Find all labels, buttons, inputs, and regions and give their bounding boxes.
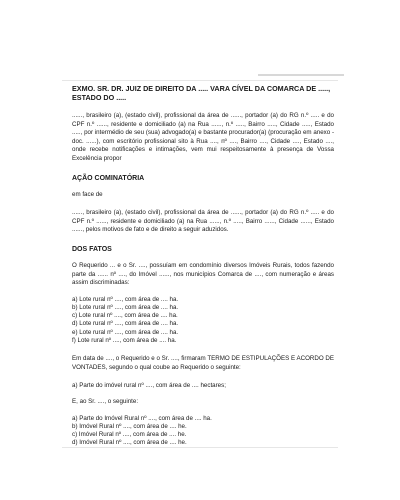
list-item: d) Lote rural nº ...., com área de .... ha. [72,320,179,328]
list-item: b) Lote rural nº ...., com área de .... ha. [72,303,179,311]
top-rule [62,80,338,81]
list-item: e) Lote rural nº ...., com área de .... ha. [72,328,179,336]
list-item: a) Parte do Imóvel Rural nº ...., com área de .... ha. [72,414,212,422]
to-mr-line: E, ao Sr. ...., o seguinte: [72,398,139,406]
list-item: a) Lote rural nº ...., com área de .... ha. [72,295,179,303]
facts-heading: DOS FATOS [72,245,112,253]
bottom-rule [62,447,338,448]
list-item: c) Imóvel Rural nº ...., com área de .... he. [72,430,187,438]
lots-list [72,296,334,345]
list-item: f) Lote rural nº ...., com área de .... ha. [72,336,177,344]
parts-list [72,415,334,448]
list-item: b) Imóvel Rural nº ...., com área de .... he. [72,422,187,430]
facts-paragraph: O Requerido ... e o Sr. ...., possuíam em condomínio diversos Imóveis Rurais, todos fazendo parte da ...... nº ...., do Imóvel ......, nos municípios Comarca de ...., com numeração e áreas assim discriminadas: [72,261,334,287]
action-heading: AÇÃO COMINATÓRIA [72,174,145,182]
document-title: EXMO. SR. DR. JUIZ DE DIREITO DA ..... VARA CÍVEL DA COMARCA DE ....., ESTADO DO ..... [72,84,331,102]
intro-paragraph: ......, brasileiro (a), (estado civil), profissional da área de ......, portador (a) do RG n.º ..... e do CPF n.º ......, residente e domiciliado (a) na Rua ......, n.º ....., Bairro ....., Cidade ....., Estado ....., por intermédio de seu (sua) advogado(a) e bastante procurador(a) (procuração em anexo - doc. ......), com escritório profissional sito à Rua ...., nº ...., Bairro ...., Cidade ...., Estado ...., onde recebe notificações e intimações, vem mui respeitosamente à presença de Vossa Excelência propor [72,112,334,162]
against-text: em face de [72,190,103,198]
list-item: c) Lote rural nº ...., com área de .... ha. [72,312,178,320]
defendant-paragraph: ......, brasileiro (a), (estado civil), profissional da área de ......, portador (a) do RG n.º ..... e do CPF n.º ......, residente e domiciliado (a) na Rua ......, n.º ....., Bairro ......, Cidade ......, Estado ......, pelos motivos de fato e de direito a seguir aduzidos. [72,209,334,234]
list-item: d) Imóvel Rural nº ...., com área de .... he. [72,439,187,447]
document-page [72,84,334,447]
part-a-line: a) Parte do imóvel rural nº ...., com área de .... hectares; [72,382,226,390]
header-mark [258,74,344,76]
agreement-paragraph: Em data de ...., o Requerido e o Sr. ...., firmaram TERMO DE ESTIPULAÇÕES E ACORDO DE VONTADES, segundo o qual coube ao Requerido o seguinte: [72,354,334,371]
